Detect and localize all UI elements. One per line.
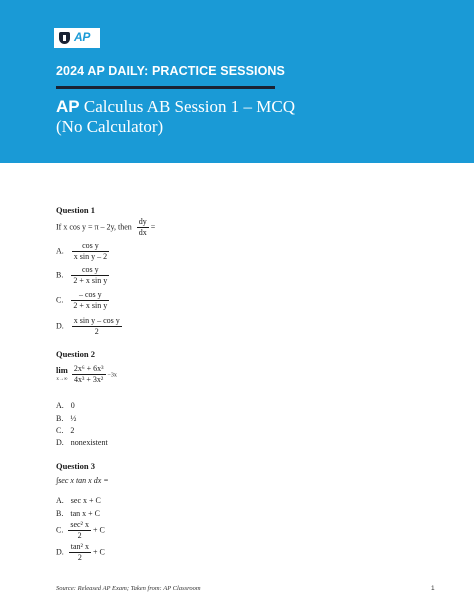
question-2-label: Question 2 — [56, 349, 95, 359]
frac-num: cos y — [72, 241, 109, 252]
option-letter: D. — [56, 321, 64, 331]
q1-eq: = — [150, 222, 156, 232]
question-2-limit — [56, 364, 117, 385]
deriv-den: dx — [138, 228, 147, 237]
option-letter: A. — [56, 496, 64, 505]
q1-derivative — [137, 217, 149, 238]
frac-num: tan² x — [70, 542, 89, 551]
option-fraction — [69, 542, 91, 563]
q3-option-c — [56, 520, 105, 541]
option-text: tan x + C — [70, 509, 100, 518]
q1-stem-text: If x cos y = π – 2y, then — [56, 222, 132, 232]
frac-num: – cos y — [71, 290, 109, 301]
college-board-acorn-icon — [59, 32, 70, 44]
frac-den: 2 — [94, 327, 99, 336]
option-text: ½ — [70, 414, 77, 423]
q3-option-b — [56, 509, 100, 518]
option-text: 0 — [70, 401, 75, 410]
q2-option-d — [56, 438, 108, 447]
option-letter: C. — [56, 295, 64, 305]
option-tail: + C — [92, 547, 105, 557]
title-bold: AP — [56, 97, 80, 116]
question-1-stem — [56, 217, 155, 238]
option-letter: B. — [56, 270, 64, 280]
option-fraction — [68, 520, 91, 541]
title-line2: (No Calculator) — [56, 117, 164, 136]
frac-num: sec² x — [70, 520, 89, 529]
logo-text: AP — [74, 30, 91, 44]
option-fraction — [71, 290, 109, 311]
title-rule — [56, 86, 275, 89]
q2-option-c — [56, 426, 74, 435]
frac-num: x sin y – cos y — [73, 316, 120, 325]
option-letter: B. — [56, 509, 64, 518]
question-3-label: Question 3 — [56, 461, 95, 471]
q1-option-b — [56, 265, 109, 286]
option-fraction — [72, 316, 122, 337]
option-fraction — [71, 265, 109, 286]
frac-num: cos y — [71, 265, 109, 276]
option-text: sec x + C — [70, 496, 101, 505]
source-footer: Source: Released AP Exam; Taken from: AP Classroom — [56, 585, 201, 592]
option-letter: A. — [56, 401, 64, 410]
q3-option-a — [56, 496, 101, 505]
option-fraction — [72, 241, 109, 262]
deriv-num: dy — [138, 217, 147, 226]
header-banner — [0, 0, 474, 163]
limit-fraction — [72, 364, 106, 385]
frac-den: 2 + x sin y — [73, 301, 108, 310]
lim-sub: x→∞ — [56, 376, 68, 382]
q2-option-b — [56, 414, 76, 423]
option-tail: + C — [92, 525, 105, 535]
frac-num: 2x⁶ + 6x³ — [73, 364, 104, 373]
q2-option-a — [56, 401, 75, 410]
limit-tail: −3x — [107, 372, 117, 379]
question-1-label: Question 1 — [56, 205, 95, 215]
lim-operator — [56, 366, 68, 384]
page-number: 1 — [431, 585, 435, 592]
frac-den: 4x³ + 3x² — [74, 375, 104, 384]
option-letter: A. — [56, 246, 64, 256]
option-letter: C. — [56, 426, 64, 435]
option-letter: D. — [56, 438, 64, 447]
frac-den: 2 + x sin y — [73, 276, 108, 285]
option-letter: D. — [56, 547, 64, 557]
q1-option-d — [56, 316, 122, 337]
lim-word: lim — [56, 364, 68, 375]
option-letter: B. — [56, 414, 64, 423]
frac-den: x sin y – 2 — [73, 252, 108, 261]
page-title — [56, 97, 295, 137]
frac-den: 2 — [77, 531, 82, 540]
series-title: 2024 AP DAILY: PRACTICE SESSIONS — [56, 64, 285, 78]
q1-option-c — [56, 290, 109, 311]
option-text: nonexistent — [70, 438, 108, 447]
frac-den: 2 — [77, 553, 82, 562]
option-text: 2 — [70, 426, 75, 435]
q3-option-d — [56, 542, 105, 563]
question-3-stem: ∫sec x tan x dx = — [56, 476, 109, 485]
q1-option-a — [56, 241, 109, 262]
title-rest: Calculus AB Session 1 – MCQ — [79, 97, 295, 116]
ap-logo — [54, 28, 100, 48]
option-letter: C. — [56, 525, 64, 535]
